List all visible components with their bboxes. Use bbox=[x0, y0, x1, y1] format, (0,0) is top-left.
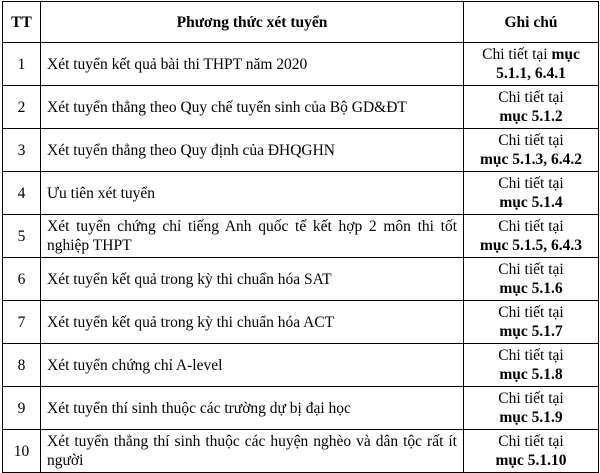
note-ref: mục 5.1.4 bbox=[499, 194, 563, 211]
table-row bbox=[3, 86, 599, 129]
row-number: 7 bbox=[3, 301, 41, 344]
note-cell bbox=[464, 43, 599, 86]
note-cell bbox=[464, 129, 599, 172]
note-cell bbox=[464, 387, 599, 430]
note-ref: mục 5.1.8 bbox=[499, 366, 563, 383]
table-row bbox=[3, 430, 599, 473]
method-cell: Xét tuyển chứng chỉ A-level bbox=[41, 344, 464, 387]
table-row bbox=[3, 215, 599, 258]
row-number: 1 bbox=[3, 43, 41, 86]
table-row bbox=[3, 129, 599, 172]
row-number: 8 bbox=[3, 344, 41, 387]
admission-methods-table bbox=[2, 1, 599, 473]
note-text: Chi tiết tại bbox=[498, 304, 564, 321]
note-ref: mục 5.1.9 bbox=[499, 409, 563, 426]
row-number: 6 bbox=[3, 258, 41, 301]
note-cell bbox=[464, 215, 599, 258]
note-text: Chi tiết tại bbox=[498, 175, 564, 192]
note-cell bbox=[464, 172, 599, 215]
table-row bbox=[3, 387, 599, 430]
method-cell: Xét tuyển kết quả trong kỳ thi chuẩn hóa SAT bbox=[41, 258, 464, 301]
table-row bbox=[3, 43, 599, 86]
note-text: Chi tiết tại bbox=[482, 46, 552, 63]
note-text: Chi tiết tại bbox=[498, 89, 564, 106]
header-tt: TT bbox=[3, 2, 41, 43]
note-cell bbox=[464, 344, 599, 387]
method-cell: Xét tuyển thẳng theo Quy chế tuyển sinh của Bộ GD&ĐT bbox=[41, 86, 464, 129]
note-ref: mục bbox=[551, 46, 580, 63]
header-method: Phương thức xét tuyển bbox=[41, 2, 464, 43]
note-ref: 5.1.1, 6.4.1 bbox=[496, 65, 566, 82]
note-text: Chi tiết tại bbox=[498, 218, 564, 235]
method-cell: Xét tuyển chứng chỉ tiếng Anh quốc tế kết hợp 2 môn thi tốt nghiệp THPT bbox=[41, 215, 464, 258]
method-cell: Xét tuyển thẳng thí sinh thuộc các huyện nghèo và dân tộc rất ít người bbox=[41, 430, 464, 473]
row-number: 3 bbox=[3, 129, 41, 172]
row-number: 2 bbox=[3, 86, 41, 129]
note-text: Chi tiết tại bbox=[498, 433, 564, 450]
row-number: 4 bbox=[3, 172, 41, 215]
note-cell bbox=[464, 430, 599, 473]
method-cell: Xét tuyển kết quả trong kỳ thi chuẩn hóa ACT bbox=[41, 301, 464, 344]
note-ref: mục 5.1.7 bbox=[499, 323, 563, 340]
note-cell bbox=[464, 301, 599, 344]
note-ref: mục 5.1.10 bbox=[495, 452, 567, 469]
note-ref: mục 5.1.2 bbox=[499, 108, 563, 125]
method-cell: Ưu tiên xét tuyển bbox=[41, 172, 464, 215]
row-number: 5 bbox=[3, 215, 41, 258]
header-note: Ghi chú bbox=[464, 2, 599, 43]
note-ref: mục 5.1.5, 6.4.3 bbox=[479, 237, 583, 254]
method-cell: Xét tuyển kết quả bài thi THPT năm 2020 bbox=[41, 43, 464, 86]
header-row bbox=[3, 2, 599, 43]
note-text: Chi tiết tại bbox=[498, 390, 564, 407]
table-row bbox=[3, 344, 599, 387]
table-row bbox=[3, 172, 599, 215]
note-cell bbox=[464, 86, 599, 129]
note-ref: mục 5.1.3, 6.4.2 bbox=[479, 151, 583, 168]
note-cell bbox=[464, 258, 599, 301]
note-text: Chi tiết tại bbox=[498, 132, 564, 149]
note-ref: mục 5.1.6 bbox=[499, 280, 563, 297]
row-number: 9 bbox=[3, 387, 41, 430]
table-row bbox=[3, 258, 599, 301]
note-text: Chi tiết tại bbox=[498, 347, 564, 364]
table-row bbox=[3, 301, 599, 344]
method-cell: Xét tuyển thẳng theo Quy định của ĐHQGHN bbox=[41, 129, 464, 172]
method-cell: Xét tuyển thí sinh thuộc các trường dự bị đại học bbox=[41, 387, 464, 430]
note-text: Chi tiết tại bbox=[498, 261, 564, 278]
row-number: 10 bbox=[3, 430, 41, 473]
